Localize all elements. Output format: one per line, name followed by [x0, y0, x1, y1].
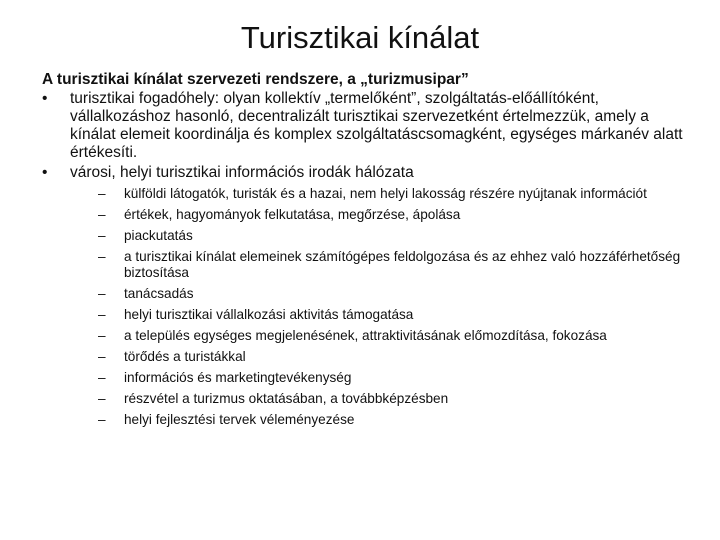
sub-item-text: tanácsadás — [124, 286, 194, 301]
dash-icon: – — [98, 349, 106, 364]
sub-item-text: helyi fejlesztési tervek véleményezése — [124, 412, 355, 427]
dash-icon: – — [98, 207, 106, 222]
bullet-icon: • — [42, 164, 48, 181]
sub-item — [98, 328, 692, 344]
dash-icon: – — [98, 249, 106, 264]
sub-item — [98, 249, 692, 281]
sub-item — [98, 207, 692, 223]
sub-item — [98, 349, 692, 365]
sub-item-text: a település egységes megjelenésének, attraktivitásának előmozdítása, fokozása — [124, 328, 607, 343]
dash-icon: – — [98, 228, 106, 243]
sub-item-text: piackutatás — [124, 228, 193, 243]
sub-item-text: a turisztikai kínálat elemeinek számítógépes feldolgozása és az ehhez való hozzáférhetőség biztosítása — [124, 249, 681, 280]
sub-item-text: értékek, hagyományok felkutatása, megőrzése, ápolása — [124, 207, 461, 222]
bullet-item-informacios-irodak — [42, 164, 692, 428]
sub-item-text: törődés a turistákkal — [124, 349, 246, 364]
sub-item-text: információs és marketingtevékenység — [124, 370, 352, 385]
sub-item-text: részvétel a turizmus oktatásában, a továbbképzésben — [124, 391, 449, 406]
dash-icon: – — [98, 307, 106, 322]
bullet-list — [42, 90, 692, 428]
dash-icon: – — [98, 391, 106, 406]
bullet-item-fogadohely — [42, 90, 692, 162]
dash-icon: – — [98, 412, 106, 427]
slide-content — [42, 70, 692, 433]
sub-item — [98, 228, 692, 244]
slide-title: Turisztikai kínálat — [240, 20, 480, 55]
dash-icon: – — [98, 328, 106, 343]
section-heading: A turisztikai kínálat szervezeti rendszere, a „turizmusipar” — [42, 71, 469, 88]
sub-item — [98, 412, 692, 428]
sub-item-text: külföldi látogatók, turisták és a hazai, nem helyi lakosság részére nyújtanak információt — [124, 186, 647, 201]
dash-icon: – — [98, 186, 106, 201]
dash-icon: – — [98, 286, 106, 301]
sub-item — [98, 286, 692, 302]
sub-list — [98, 186, 692, 428]
bullet-text: városi, helyi turisztikai információs irodák hálózata — [70, 164, 414, 181]
dash-icon: – — [98, 370, 106, 385]
bullet-icon: • — [42, 90, 48, 107]
sub-item — [98, 307, 692, 323]
sub-item — [98, 391, 692, 407]
bullet-text: turisztikai fogadóhely: olyan kollektív „termelőként”, szolgáltatás-előállítóként, vállalkozáshoz hasonló, decentralizált turisztikai szervezetként értelmezzük, amely a kínálat elemeit koordinálja és komplex szolgáltatáscsomagként, egységes márkanév alatt értékesíti. — [70, 90, 683, 161]
sub-item — [98, 186, 692, 202]
sub-item-text: helyi turisztikai vállalkozási aktivitás támogatása — [124, 307, 414, 322]
sub-item — [98, 370, 692, 386]
